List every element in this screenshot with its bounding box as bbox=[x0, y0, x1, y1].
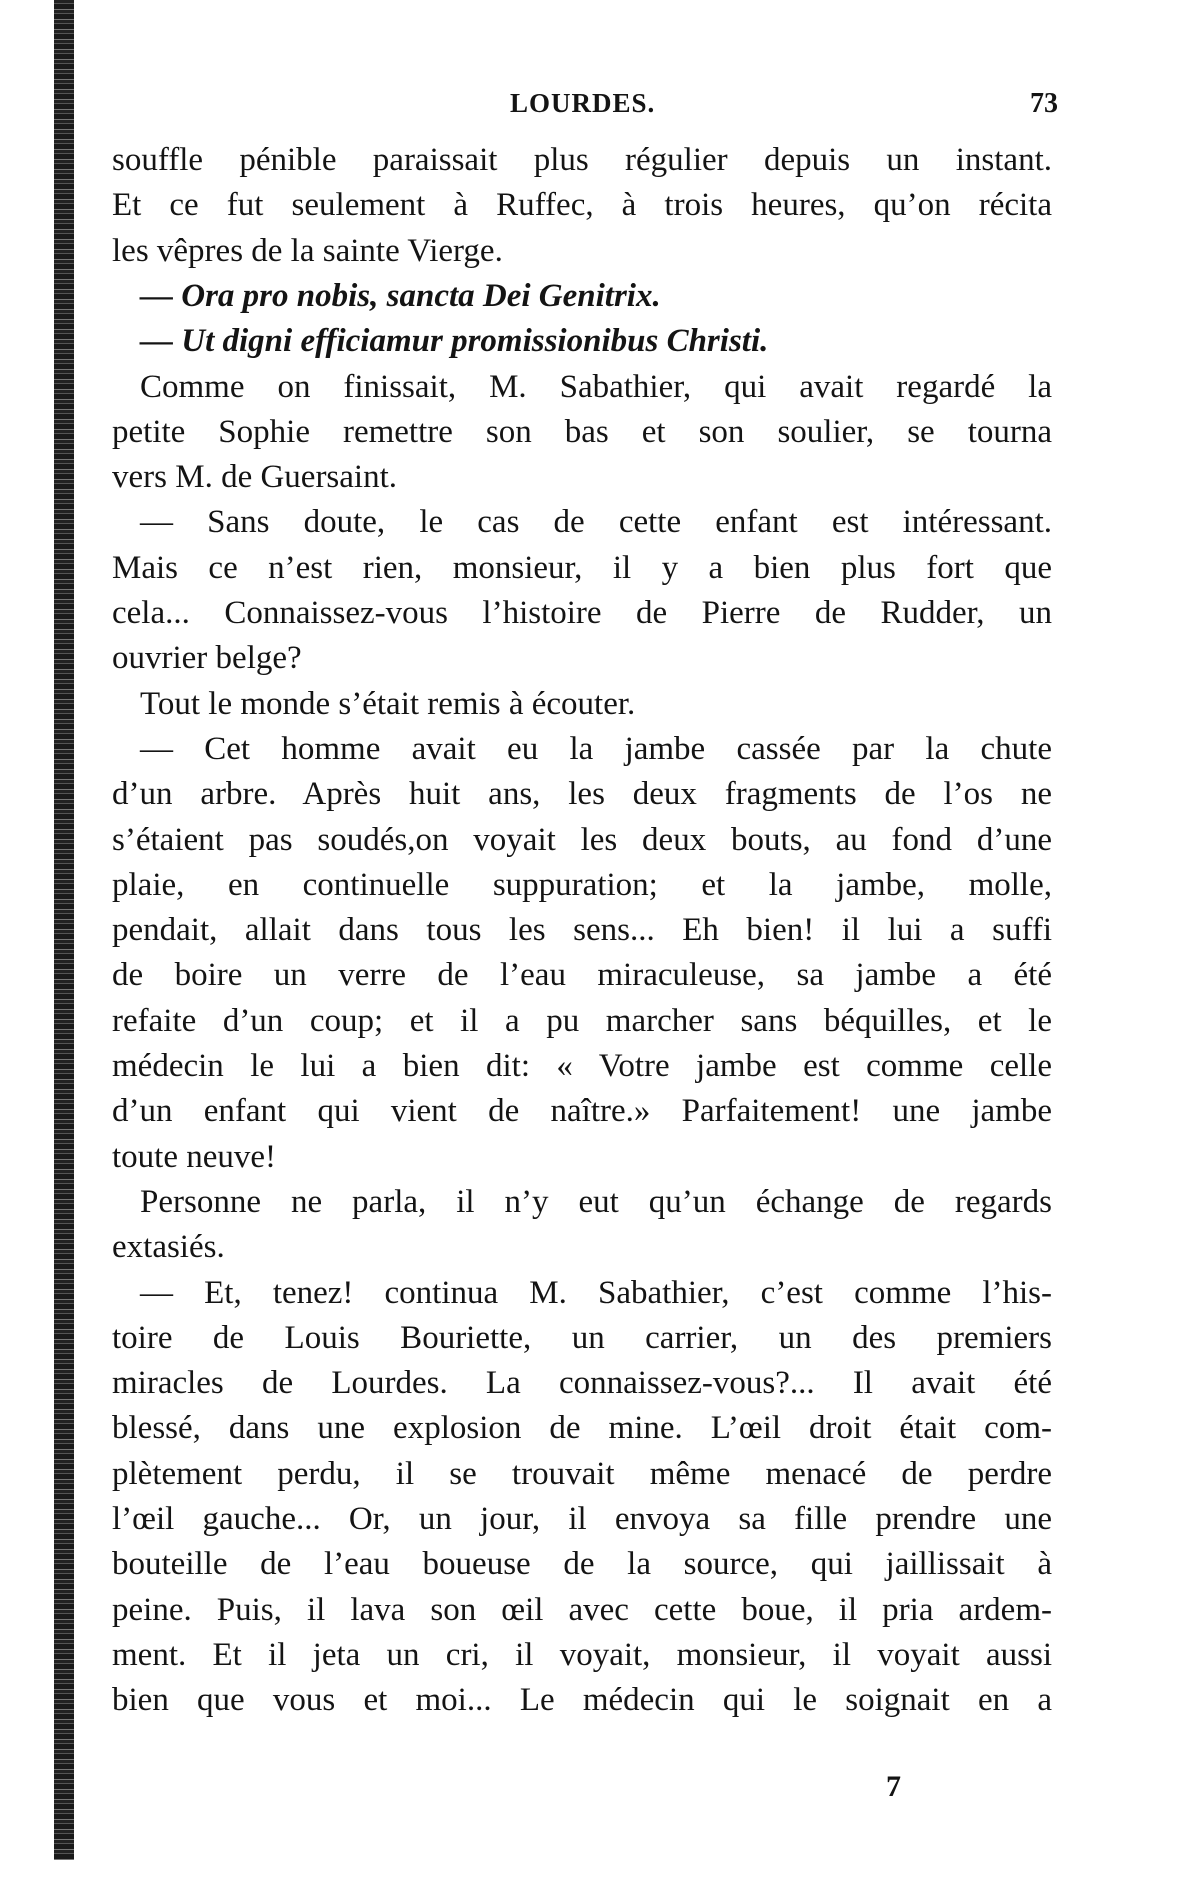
text-line: peine. Puis, il lava son œil avec cette boue, il pria ardem- bbox=[112, 1591, 1052, 1628]
text-line: — Ut digni efficiamur promissionibus Christi. bbox=[140, 323, 769, 360]
text-line: cela... Connaissez-vous l’histoire de Pierre de Rudder, un bbox=[112, 595, 1052, 631]
text-line: miracles de Lourdes. La connaissez-vous?... Il avait été bbox=[112, 1365, 1052, 1402]
text-line: d’un arbre. Après huit ans, les deux fragments de l’os ne bbox=[112, 776, 1052, 813]
text-line: souffle pénible paraissait plus régulier depuis un instant. bbox=[112, 142, 1052, 178]
running-head bbox=[0, 88, 1200, 128]
text-line: Et ce fut seulement à Ruffec, à trois heures, qu’on récita bbox=[112, 187, 1052, 224]
running-head-title: LOURDES. bbox=[510, 88, 656, 118]
text-line: vers M. de Guersaint. bbox=[112, 459, 398, 496]
signature-mark: 7 bbox=[886, 1770, 901, 1803]
text-line: extasiés. bbox=[112, 1229, 225, 1266]
text-line: de boire un verre de l’eau miraculeuse, sa jambe a été bbox=[112, 957, 1052, 994]
text-line: — Cet homme avait eu la jambe cassée par la chute bbox=[140, 730, 1052, 767]
text-line: plaie, en continuelle suppuration; et la jambe, molle, bbox=[112, 866, 1052, 903]
text-line: petite Sophie remettre son bas et son soulier, se tourna bbox=[112, 413, 1052, 450]
text-line: toire de Louis Bouriette, un carrier, un des premiers bbox=[112, 1319, 1052, 1356]
text-line: — Et, tenez! continua M. Sabathier, c’est comme l’his- bbox=[140, 1274, 1052, 1311]
text-line: — Ora pro nobis, sancta Dei Genitrix. bbox=[140, 277, 661, 314]
text-line: bien que vous et moi... Le médecin qui le soignait en a bbox=[112, 1682, 1052, 1719]
text-line: Personne ne parla, il n’y eut qu’un échange de regards bbox=[140, 1183, 1052, 1220]
text-line: Mais ce n’est rien, monsieur, il y a bien plus fort que bbox=[112, 549, 1052, 586]
text-line: médecin le lui a bien dit: « Votre jambe est comme celle bbox=[112, 1048, 1052, 1084]
text-line: ouvrier belge? bbox=[112, 640, 302, 677]
text-line: plètement perdu, il se trouvait même menacé de perdre bbox=[112, 1455, 1052, 1492]
text-line: Comme on finissait, M. Sabathier, qui avait regardé la bbox=[140, 368, 1052, 405]
text-line: toute neuve! bbox=[112, 1138, 277, 1175]
text-line: bouteille de l’eau boueuse de la source, qui jaillissait à bbox=[112, 1546, 1052, 1583]
text-line: refaite d’un coup; et il a pu marcher sans béquilles, et le bbox=[112, 1002, 1052, 1039]
page-number: 73 bbox=[1030, 88, 1058, 119]
text-line: les vêpres de la sainte Vierge. bbox=[112, 232, 503, 269]
text-line: Tout le monde s’était remis à écouter. bbox=[140, 685, 636, 722]
text-line: — Sans doute, le cas de cette enfant est intéressant. bbox=[140, 504, 1052, 541]
text-line: blessé, dans une explosion de mine. L’œil droit était com- bbox=[112, 1410, 1052, 1447]
text-line: pendait, allait dans tous les sens... Eh bien! il lui a suffi bbox=[112, 912, 1052, 949]
text-line: l’œil gauche... Or, un jour, il envoya sa fille prendre une bbox=[112, 1501, 1052, 1537]
scan-binding-edge bbox=[54, 0, 74, 1860]
text-line: ment. Et il jeta un cri, il voyait, monsieur, il voyait aussi bbox=[112, 1636, 1052, 1673]
text-line: d’un enfant qui vient de naître.» Parfaitement! une jambe bbox=[112, 1093, 1052, 1130]
text-line: s’étaient pas soudés,on voyait les deux bouts, au fond d’une bbox=[112, 821, 1052, 858]
